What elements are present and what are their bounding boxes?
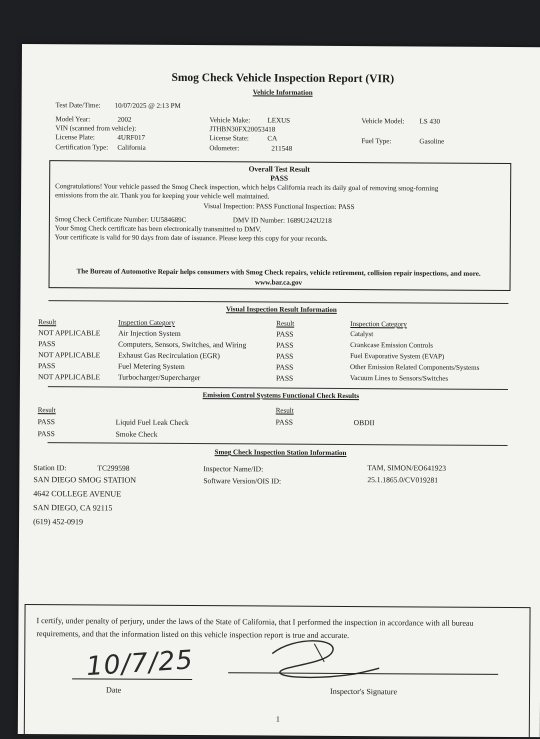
functional-left-result-header: Result bbox=[37, 406, 56, 415]
visual-right-result: PASS bbox=[275, 373, 294, 383]
signature-label: Inspector's Signature bbox=[330, 686, 398, 697]
make: LEXUS bbox=[267, 116, 291, 125]
software-label: Software Version/OIS ID: bbox=[203, 476, 282, 486]
visual-left-category: Computers, Sensors, Switches, and Wiring bbox=[118, 339, 247, 350]
visual-left-category: Air Injection System bbox=[118, 328, 181, 338]
model-year-label: Model Year: bbox=[55, 115, 91, 124]
inspector-signature bbox=[244, 633, 394, 684]
visual-left-category: Turbocharger/Supercharger bbox=[117, 372, 201, 383]
page-number: 1 bbox=[275, 714, 280, 724]
station-heading: Smog Check Inspection Station Information bbox=[214, 448, 347, 457]
overall-result: PASS bbox=[270, 173, 289, 183]
functional-right-category: OBDII bbox=[353, 418, 375, 428]
visual-left-result: NOT APPLICABLE bbox=[38, 350, 101, 360]
functional-right-result: PASS bbox=[275, 417, 293, 427]
bureau-line-1: The Bureau of Automotive Repair helps consumers with Smog Check repairs, vehicle retirement, collision repair inspections, and more. bbox=[76, 267, 481, 278]
certify-line-2: requirements, and that the information listed on this vehicle inspection report is true and accurate. bbox=[36, 629, 350, 641]
divider bbox=[48, 386, 508, 390]
vin-label: VIN (scanned from vehicle): bbox=[55, 124, 137, 133]
functional-right-result-header: Result bbox=[275, 406, 294, 415]
visual-right-result: PASS bbox=[276, 362, 294, 372]
dmv-id-number: DMV ID Number: 1689U242U218 bbox=[232, 216, 332, 225]
inspector-name: TAM, SIMON/EO641923 bbox=[367, 463, 447, 473]
visual-left-category: Exhaust Gas Recirculation (EGR) bbox=[118, 350, 220, 361]
station-id: TC299598 bbox=[97, 463, 130, 473]
license-plate-label: License Plate: bbox=[55, 133, 95, 142]
visual-heading: Visual Inspection Result Information bbox=[225, 305, 337, 314]
handwritten-date: 10/7/25 bbox=[85, 645, 195, 683]
vehicle-info-heading: Vehicle Information bbox=[252, 88, 313, 97]
functional-left-result: PASS bbox=[37, 417, 55, 427]
visual-right-category: Catalyst bbox=[350, 330, 374, 339]
station-address-2: SAN DIEGO, CA 92115 bbox=[33, 503, 113, 513]
transmitted-line: Your Smog Check certificate has been electronically transmitted to DMV. bbox=[54, 224, 262, 234]
visual-right-result: PASS bbox=[276, 351, 294, 361]
license-state: CA bbox=[267, 134, 278, 143]
cert-type: California bbox=[117, 143, 146, 152]
vin: JTHBN30FX20053418 bbox=[209, 125, 276, 134]
software-version: 25.1.1865.0/CV019281 bbox=[367, 475, 439, 485]
visual-left-result: NOT APPLICABLE bbox=[37, 372, 101, 382]
visual-left-category: Fuel Metering System bbox=[118, 361, 185, 371]
date-label: Date bbox=[106, 685, 122, 695]
report-title: Smog Check Vehicle Inspection Report (VIR) bbox=[171, 71, 395, 86]
visual-right-category-header: Inspection Category bbox=[350, 320, 407, 329]
test-datetime-label: Test Date/Time: bbox=[55, 101, 101, 110]
model-label: Vehicle Model: bbox=[361, 117, 405, 126]
functional-left-result: PASS bbox=[37, 429, 55, 439]
visual-right-category: Fuel Evaporative System (EVAP) bbox=[350, 352, 445, 361]
congrats-line-1: Congratulations! Your vehicle passed the Smog Check inspection, which helps California reach its daily goal of removing smog-forming bbox=[55, 182, 439, 193]
station-phone: (619) 452-0919 bbox=[33, 517, 84, 527]
visual-right-category: Vacuum Lines to Sensors/Switches bbox=[349, 374, 449, 383]
make-label: Vehicle Make: bbox=[209, 116, 251, 125]
vir-document bbox=[18, 44, 540, 737]
functional-heading: Emission Control Systems Functional Check Results bbox=[202, 391, 360, 401]
certify-line-1: I certify, under penalty of perjury, under the laws of the State of California, that I performed the inspection in accordance with all bureau bbox=[36, 616, 474, 628]
model: LS 430 bbox=[419, 117, 440, 126]
visual-right-result: PASS bbox=[276, 340, 294, 350]
congrats-line-2: emissions from the air. Thank you for keeping your vehicle well maintained. bbox=[55, 191, 270, 201]
station-id-label: Station ID: bbox=[33, 463, 67, 473]
divider bbox=[48, 300, 508, 304]
license-state-label: License State: bbox=[209, 134, 249, 143]
visual-right-result: PASS bbox=[276, 329, 294, 339]
validity-line: Your certificate is valid for 90 days from date of issuance. Please keep this copy for your records. bbox=[54, 233, 328, 243]
station-address-1: 4642 COLLEGE AVENUE bbox=[33, 489, 122, 499]
visual-right-category: Crankcase Emission Controls bbox=[350, 341, 434, 350]
visual-functional-line: Visual Inspection: PASS Functional Inspection: PASS bbox=[203, 202, 355, 212]
cert-type-label: Certification Type: bbox=[55, 143, 109, 152]
fuel-label: Fuel Type: bbox=[361, 137, 392, 146]
bureau-website: www.bar.ca.gov bbox=[255, 278, 303, 287]
station-name: SAN DIEGO SMOG STATION bbox=[33, 475, 137, 485]
visual-left-result: PASS bbox=[38, 361, 56, 371]
model-year: 2002 bbox=[117, 115, 132, 124]
inspector-label: Inspector Name/ID: bbox=[203, 464, 264, 474]
visual-right-category: Other Emission Related Components/Systems bbox=[350, 363, 480, 372]
visual-left-result-header: Result bbox=[38, 318, 57, 327]
certificate-number: Smog Check Certificate Number: UU584689C bbox=[54, 215, 187, 225]
functional-left-category: Smoke Check bbox=[115, 429, 158, 439]
visual-right-result-header: Result bbox=[276, 319, 295, 328]
odometer-label: Odometer: bbox=[209, 144, 240, 153]
functional-left-category: Liquid Fuel Leak Check bbox=[115, 417, 189, 428]
fuel: Gasoline bbox=[419, 137, 445, 146]
visual-left-result: NOT APPLICABLE bbox=[38, 328, 101, 338]
license-plate: 4URF017 bbox=[117, 133, 146, 142]
visual-left-result: PASS bbox=[38, 339, 56, 349]
divider bbox=[48, 442, 508, 446]
odometer: 211548 bbox=[271, 144, 293, 153]
overall-heading: Overall Test Result bbox=[248, 164, 310, 174]
test-datetime: 10/07/2025 @ 2:13 PM bbox=[114, 101, 181, 110]
visual-left-category-header: Inspection Category bbox=[118, 318, 175, 327]
